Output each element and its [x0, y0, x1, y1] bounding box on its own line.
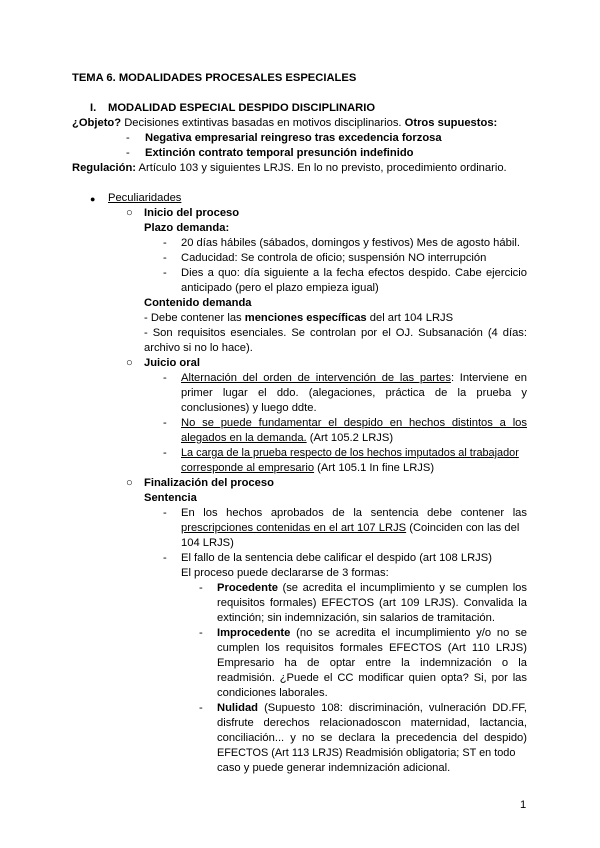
objeto-line	[72, 116, 497, 131]
page-number: 1	[520, 799, 527, 811]
nulidad-line	[217, 701, 527, 716]
regulacion-line	[72, 161, 507, 176]
plazo-item-cont: anticipado (pero el plazo empieza igual)	[181, 282, 379, 294]
sentencia-underlined: prescripciones contenidas en el art 107 LRJS	[181, 522, 407, 534]
dash-icon: -	[126, 132, 130, 144]
procedente-label: Procedente	[217, 582, 278, 594]
sentencia-item-cont: El proceso puede declararse de 3 formas:	[181, 567, 389, 579]
procedente-line: extinción; sin indemnización, sin salarios de tramitación.	[217, 612, 495, 624]
nulidad-label: Nulidad	[217, 702, 259, 714]
sentencia-item: En los hechos aprobados de la sentencia debe contener las	[181, 507, 527, 519]
plazo-item: 20 días hábiles (sábados, domingos y festivos) Mes de agosto hábil.	[181, 237, 520, 249]
dash-icon: -	[163, 372, 167, 384]
juicio-text: : Interviene en	[450, 372, 527, 384]
improcedente-line: readmisión. ¿Puede el CC modificar quien opta? Si, por las	[217, 672, 527, 684]
improcedente-line	[217, 626, 527, 641]
contenido-line	[144, 311, 453, 326]
procedente-line: requisitos formales) EFECTOS (art 109 LRJS). Convalida la	[217, 597, 527, 609]
circle-bullet-icon: ○	[126, 207, 133, 219]
otros-supuestos-label: Otros supuestos:	[401, 117, 498, 129]
juicio-underlined: corresponde al empresario	[181, 462, 315, 474]
juicio-item-cont: conclusiones) y luego ddte.	[181, 402, 317, 414]
dash-icon: -	[163, 507, 167, 519]
sentencia-item-cont	[181, 521, 519, 536]
improcedente-line: condiciones laborales.	[217, 687, 328, 699]
dash-icon: -	[199, 702, 203, 714]
circle-bullet-icon: ○	[126, 357, 133, 369]
dash-icon: -	[163, 267, 167, 279]
dash-icon: -	[126, 147, 130, 159]
improcedente-line: Empresario ha de optar entre la indemnización o la	[217, 657, 527, 669]
menciones-especificas: menciones específicas	[244, 312, 367, 324]
regulacion-text: Artículo 103 y siguientes LRJS. En lo no previsto, procedimiento ordinario.	[136, 162, 507, 174]
improcedente-text: (no se acredita el incumplimiento y/o no se	[290, 627, 527, 639]
procedente-text: (se acredita el incumplimiento y se cumplen los	[277, 582, 527, 594]
nulidad-text: (Supuesto 108: discriminación, vulneración DD.FF,	[258, 702, 527, 714]
juicio-underlined: Alternación del orden de intervención de las partes	[181, 372, 451, 384]
juicio-item: La carga de la prueba respecto de los hechos imputados al trabajador	[181, 447, 519, 459]
juicio-item-cont	[181, 461, 434, 476]
otros-item: Negativa empresarial reingreso tras excedencia forzosa	[145, 132, 442, 144]
section-number: I.	[90, 102, 97, 114]
juicio-item-cont: primer lugar el ddo. (alegaciones, práctica de la prueba y	[181, 387, 527, 399]
circle-bullet-icon: ○	[126, 477, 133, 489]
inicio-label: Inicio del proceso	[144, 207, 240, 219]
dash-icon: -	[199, 627, 203, 639]
improcedente-label: Improcedente	[217, 627, 291, 639]
sentencia-item: El fallo de la sentencia debe calificar el despido (art 108 LRJS)	[181, 552, 492, 564]
dash-icon: -	[163, 252, 167, 264]
procedente-line	[217, 581, 527, 596]
contenido-label: Contenido demanda	[144, 297, 252, 309]
regulacion-label: Regulación:	[72, 162, 137, 174]
juicio-item-cont	[181, 431, 393, 446]
objeto-text: Decisiones extintivas basadas en motivos disciplinarios.	[121, 117, 402, 129]
dash-icon: -	[199, 582, 203, 594]
section-heading: MODALIDAD ESPECIAL DESPIDO DISCIPLINARIO	[108, 102, 376, 114]
bullet-icon: ●	[90, 194, 96, 204]
dash-icon: -	[163, 552, 167, 564]
contenido-line: - Son requisitos esenciales. Se controlan por el OJ. Subsanación (4 días:	[144, 327, 527, 339]
finalizacion-label: Finalización del proceso	[144, 477, 274, 489]
sentencia-item-cont: 104 LRJS)	[181, 537, 234, 549]
juicio-underlined: alegados en la demanda.	[181, 432, 307, 444]
dash-icon: -	[163, 447, 167, 459]
juicio-label: Juicio oral	[144, 357, 200, 369]
contenido-text: - Debe contener las	[144, 312, 245, 324]
nulidad-line: caso y puede generar indemnización adicional.	[217, 762, 451, 774]
dash-icon: -	[163, 417, 167, 429]
improcedente-line: cumplen los requisitos formales EFECTOS (Art 110 LRJS)	[217, 642, 527, 654]
document-title: TEMA 6. MODALIDADES PROCESALES ESPECIALES	[72, 72, 357, 84]
plazo-item: Caducidad: Se controla de oficio; suspensión NO interrupción	[181, 252, 487, 264]
juicio-item	[181, 371, 527, 386]
nulidad-line: EFECTOS (Art 113 LRJS) Readmisión obligatoria; ST en todo	[217, 747, 516, 759]
juicio-text: (Art 105.1 In fine LRJS)	[314, 462, 435, 474]
otros-item: Extinción contrato temporal presunción indefinido	[145, 147, 414, 159]
nulidad-line: disfrute derechos relacionadoscon maternidad, lactancia,	[217, 717, 527, 729]
sentencia-text: (Coinciden con las del	[406, 522, 520, 534]
juicio-text: (Art 105.2 LRJS)	[306, 432, 394, 444]
dash-icon: -	[163, 237, 167, 249]
nulidad-line: conciliación... y no se declara la precedencia del despido)	[217, 732, 527, 744]
plazo-label: Plazo demanda:	[144, 222, 230, 234]
contenido-line: archivo si no lo hace).	[144, 342, 253, 354]
peculiaridades-label: Peculiaridades	[108, 192, 182, 204]
objeto-label: ¿Objeto?	[72, 117, 122, 129]
contenido-text: del art 104 LRJS	[366, 312, 454, 324]
sentencia-label: Sentencia	[144, 492, 197, 504]
plazo-item: Dies a quo: día siguiente a la fecha efectos despido. Cabe ejercicio	[181, 267, 527, 279]
juicio-item: No se puede fundamentar el despido en hechos distintos a los	[181, 417, 527, 429]
